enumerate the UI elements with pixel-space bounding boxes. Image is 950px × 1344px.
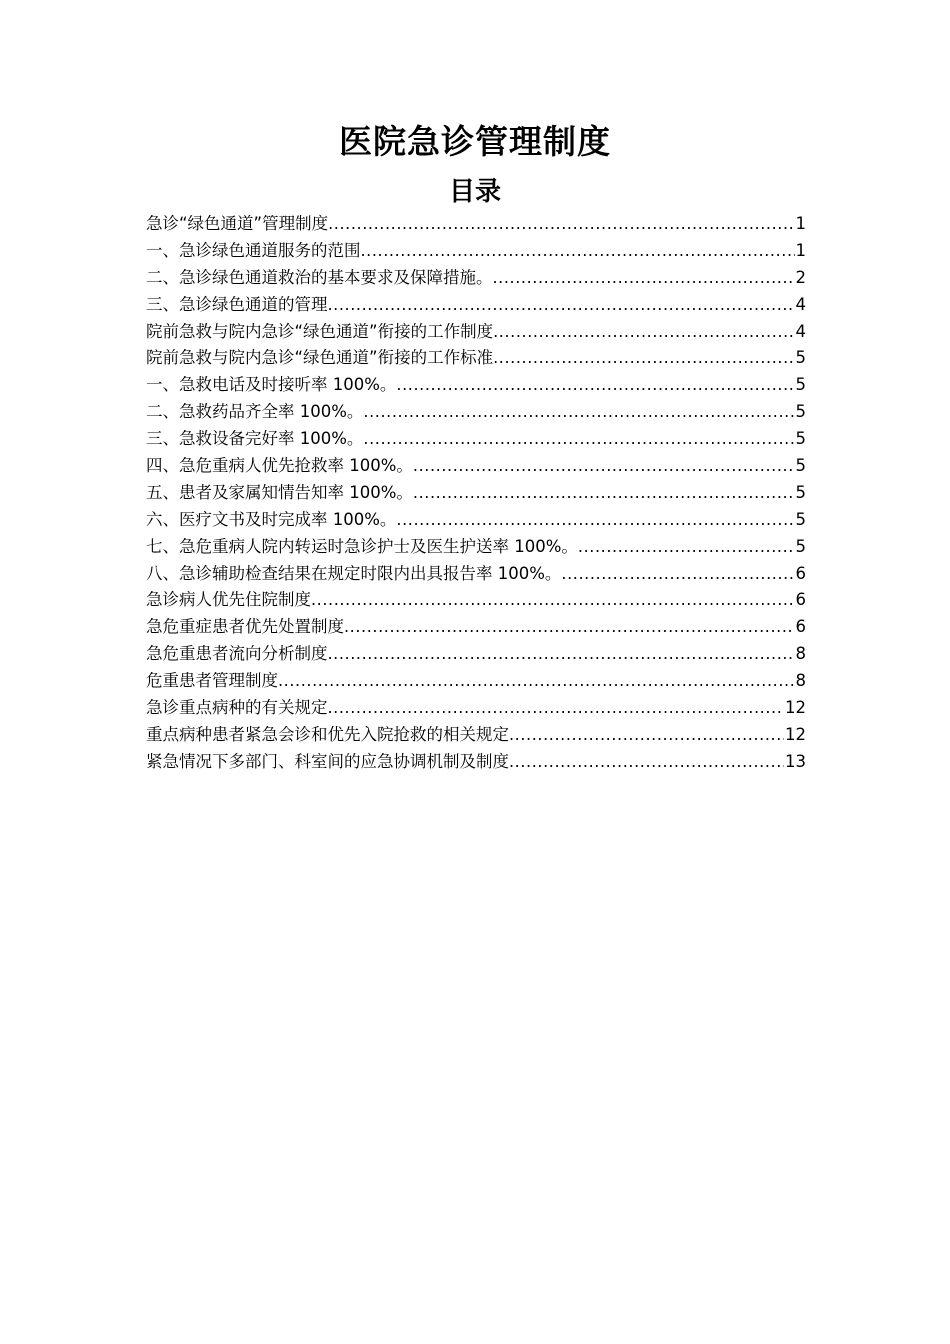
toc-dot-leader [344,614,795,641]
toc-dot-leader [493,319,794,346]
toc-entry[interactable] [146,749,806,776]
toc-dot-leader [363,426,794,453]
toc-entry-text: 急危重患者流向分析制度 [146,644,328,664]
toc-page-number: 6 [795,617,806,637]
toc-entry-text: 七、急危重病人院内转运时急诊护士及医生护送率 100%。 [146,536,578,556]
toc-dot-leader [396,372,794,399]
toc-entry[interactable] [146,587,806,614]
toc-page-number: 5 [795,348,806,368]
toc-entry-text: 紧急情况下多部门、科室间的应急协调机制及制度 [146,751,509,771]
toc-entry[interactable] [146,480,806,507]
toc-page-number: 8 [795,671,806,691]
toc-dot-leader [328,211,794,238]
toc-page-number: 12 [785,698,806,718]
toc-entry[interactable] [146,668,806,695]
toc-dot-leader [493,265,795,292]
toc-entry[interactable] [146,265,806,292]
toc-page-number: 6 [795,590,806,610]
toc-entry[interactable] [146,534,806,561]
toc-entry-text: 五、患者及家属知情告知率 100%。 [146,482,413,502]
toc-entry[interactable] [146,345,806,372]
toc-entry-text: 二、急救药品齐全率 100%。 [146,402,364,422]
toc-page-number: 1 [795,240,806,260]
toc-entry-text: 急诊“绿色通道”管理制度 [146,214,329,233]
toc-page-number: 6 [795,563,806,583]
toc-dot-leader [396,507,794,534]
toc-page-number: 12 [785,724,806,744]
toc-dot-leader [509,722,784,749]
toc-entry-text: 急诊重点病种的有关规定 [146,698,328,718]
toc-page-number: 8 [795,644,806,664]
toc-entry-text: 重点病种患者紧急会诊和优先入院抢救的相关规定 [146,724,509,744]
toc-page-number: 4 [795,294,806,314]
toc-page-number: 5 [795,402,806,422]
toc-dot-leader [311,587,795,614]
toc-entry-text: 四、急危重病人优先抢救率 100%。 [146,456,413,476]
toc-entry[interactable] [146,561,806,588]
toc-entry-text: 三、急救设备完好率 100%。 [146,429,364,449]
toc-dot-leader [361,238,795,265]
toc-page-number: 5 [795,509,806,529]
toc-entry[interactable] [146,614,806,641]
toc-dot-leader [328,292,795,319]
toc-entry[interactable] [146,372,806,399]
toc-page-number: 5 [795,456,806,476]
toc-page-number: 1 [795,214,806,233]
toc-page-number: 13 [785,751,806,771]
toc-entry-text: 院前急救与院内急诊“绿色通道”衔接的工作标准 [146,348,494,368]
toc-entry[interactable] [146,319,806,346]
toc-dot-leader [328,695,785,722]
toc-page-number: 2 [795,267,806,287]
toc-entry[interactable] [146,399,806,426]
toc-dot-leader [578,534,795,561]
toc-entry[interactable] [146,507,806,534]
toc-entry-text: 急危重症患者优先处置制度 [146,617,344,637]
toc-entry[interactable] [146,453,806,480]
toc-page-number: 4 [795,321,806,341]
toc-entry-text: 一、急诊绿色通道服务的范围 [146,240,361,260]
toc-entry[interactable] [146,426,806,453]
toc-entry[interactable] [146,238,806,265]
table-of-contents [146,211,806,776]
toc-heading: 目录 [448,177,501,207]
toc-entry-text: 八、急诊辅助检查结果在规定时限内出具报告率 100%。 [146,563,562,583]
toc-dot-leader [561,561,794,588]
toc-dot-leader [493,345,794,372]
toc-entry-text: 二、急诊绿色通道救治的基本要求及保障措施。 [146,267,493,287]
toc-entry-text: 六、医疗文书及时完成率 100%。 [146,509,397,529]
toc-dot-leader [363,399,794,426]
toc-dot-leader [509,749,784,776]
toc-entry[interactable] [146,292,806,319]
toc-entry-text: 一、急救电话及时接听率 100%。 [146,375,397,395]
toc-entry-text: 三、急诊绿色通道的管理 [146,294,328,314]
toc-dot-leader [413,453,795,480]
toc-dot-leader [328,641,795,668]
toc-entry-text: 危重患者管理制度 [146,671,278,691]
toc-entry[interactable] [146,211,806,238]
toc-entry[interactable] [146,695,806,722]
toc-entry[interactable] [146,641,806,668]
toc-entry[interactable] [146,722,806,749]
toc-entry-text: 院前急救与院内急诊“绿色通道”衔接的工作制度 [146,321,494,341]
document-title: 医院急诊管理制度 [339,122,611,161]
toc-page-number: 5 [795,536,806,556]
toc-page-number: 5 [795,429,806,449]
toc-dot-leader [278,668,795,695]
toc-page-number: 5 [795,375,806,395]
toc-dot-leader [413,480,795,507]
toc-page-number: 5 [795,482,806,502]
toc-entry-text: 急诊病人优先住院制度 [146,590,311,610]
